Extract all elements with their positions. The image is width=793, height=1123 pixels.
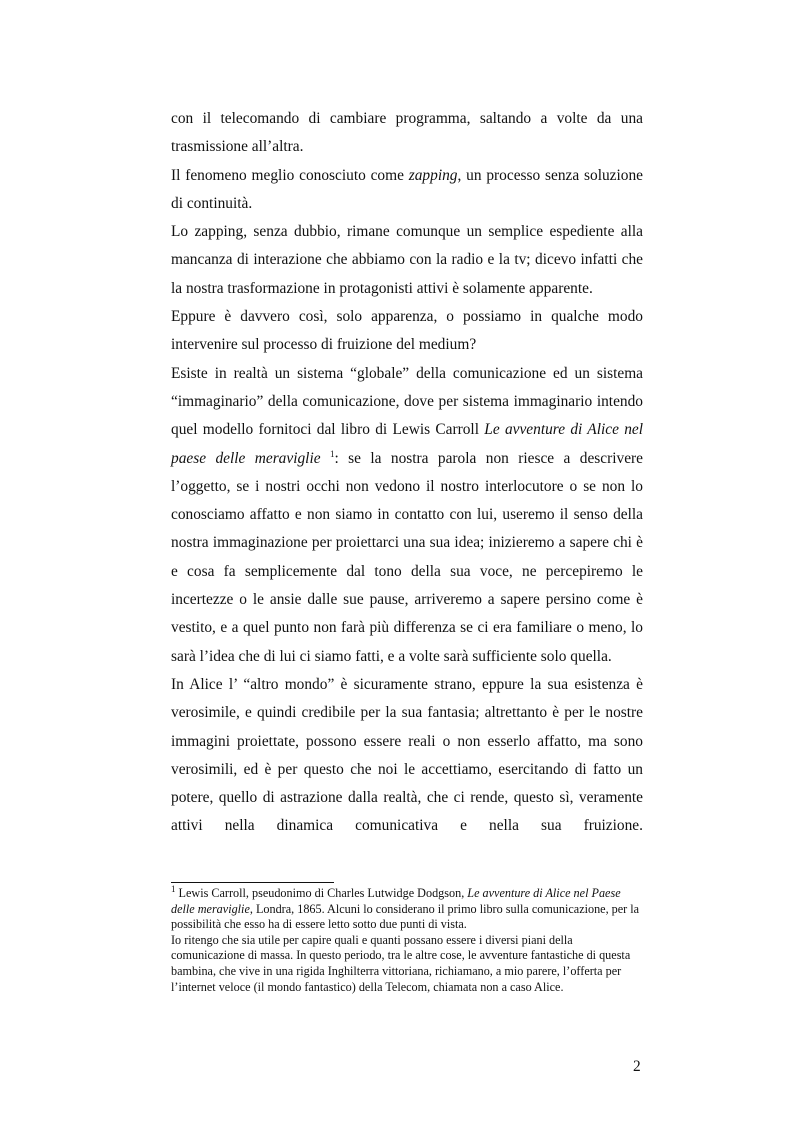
body-text: [171, 105, 643, 841]
page-number: 2: [633, 1058, 641, 1075]
paragraph-3: Lo zapping, senza dubbio, rimane comunque un semplice espediente alla mancanza di interazione che abbiamo con la radio e la tv; dicevo infatti che la nostra trasformazione in protagonisti attivi è solamente apparente.: [171, 223, 643, 297]
zapping-term: zapping: [408, 166, 458, 184]
footnote-paragraph-2: Io ritengo che sia utile per capire quali e quanti possano essere i diversi piani della comunicazione di massa. In questo periodo, tra le altre cose, le avventure fantastiche di questa bambina, che vive in una rigida Inghilterra vittoriana, richiamano, a mio parere, l’offerta per l’internet veloce (il mondo fantastico) della Telecom, chiamata non a caso Alice.: [171, 932, 631, 994]
paragraph-4: Eppure è davvero così, solo apparenza, o possiamo in qualche modo intervenire sul processo di fruizione del medium?: [171, 308, 643, 354]
book-title: Le avventure di Alice nel paese delle meraviglie: [171, 421, 644, 467]
paragraph-6: In Alice l’ “altro mondo” è sicuramente strano, eppure la sua esistenza è verosimile, e quindi credibile per la sua fantasia; altrettanto è per le nostre immagini proiettate, possono essere reali o non esserlo affatto, ma sono verosimili, ed è per questo che noi le accettiamo, esercitando di fatto un potere, quello di astrazione dalla realtà, che ci rende, questo sì, veramente attivi nella dinamica comunicativa e nella sua fruizione.: [171, 675, 643, 835]
footnote: [171, 883, 643, 995]
footnote-paragraph-1: $^1$ Lewis Carroll, pseudonimo di Charles Lutwidge Dodgson, Le avventure di Alice nel Paese delle meraviglie, Londra, 1865. Alcuni lo considerano il primo libro sulla comunicazione, per la possibilità che esso ha di essere letto sotto due punti di vista.: [171, 883, 640, 932]
paragraph-5: Esiste in realtà un sistema “globale” della comunicazione ed un sistema “immaginario” della comunicazione, dove per sistema immaginario intendo quel modello fornitoci dal libro di Lewis Carroll Le avventure di Alice nel paese delle meraviglie $^1$: se la nostra parola non riesce a descrivere l’oggetto, se i nostri occhi non vedono il nostro interlocutore o se non lo conosciamo affatto e non siamo in contatto con lui, useremo il senso della nostra immaginazione per proiettarci una sua idea; inizieremo a sapere chi è e cosa fa semplicemente dal tono della sua voce, ne percepiremo le incertezze o le ansie dalle sue pause, arriveremo a sapere persino come è vestito, e a quel punto non farà più differenza se ci era familiare o meno, lo sarà l’idea che di lui ci siamo fatti, e a volte sarà sufficiente solo quella.: [171, 364, 644, 665]
paragraph-2: Il fenomeno meglio conosciuto come zapping, un processo senza soluzione di continuità.: [171, 166, 643, 212]
paragraph-1: con il telecomando di cambiare programma, saltando a volte da una trasmissione all’altra.: [171, 110, 643, 156]
footnote-book-title: Le avventure di Alice nel Paese delle meraviglie: [171, 886, 621, 916]
footnote-number: 1: [171, 883, 176, 894]
footnote-separator: [171, 882, 334, 883]
footnote-reference: 1: [329, 448, 335, 459]
